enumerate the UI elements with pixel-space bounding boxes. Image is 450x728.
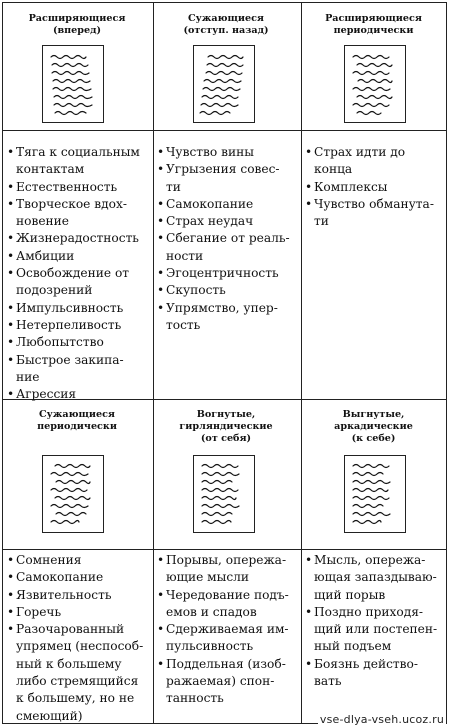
handwriting-periodic-expanding-sample xyxy=(344,45,406,123)
column-header: Выгнутые, аркадические (к себе) xyxy=(334,409,413,444)
column-header: Сужающиеся периодически xyxy=(37,409,117,432)
column-divider xyxy=(301,3,302,723)
list-item: • Чувство вины xyxy=(157,144,296,161)
list-item: • Эгоцентричность xyxy=(157,265,296,282)
list-item: • Естественность xyxy=(7,179,147,196)
list-item: • Упрямство, упер- тость xyxy=(157,300,296,335)
list-item: • Комплексы xyxy=(305,179,445,196)
list-item: • Любопытство xyxy=(7,334,147,351)
row-divider xyxy=(3,549,446,550)
list-item: • Поздно приходя- щий или постепен- ный подъем xyxy=(305,604,445,656)
trait-list xyxy=(305,552,445,690)
list-item: • Боязнь действо- вать xyxy=(305,656,445,691)
trait-list xyxy=(305,144,445,230)
list-item: • Мысль, опережа- ющая запаздываю- щий порыв xyxy=(305,552,445,604)
list-item: • Нетерпеливость xyxy=(7,317,147,334)
list-item: • Жизнерадостность xyxy=(7,230,147,247)
list-item: • Сбегание от реаль- ности xyxy=(157,230,296,265)
list-item: • Чувство обманута- ти xyxy=(305,196,445,231)
list-item: • Освобождение от подозрений xyxy=(7,265,147,300)
list-item: • Страх неудач xyxy=(157,213,296,230)
list-item: • Угрызения совес- ти xyxy=(157,161,296,196)
list-item: • Скупость xyxy=(157,282,296,299)
list-item: • Творческое вдох- новение xyxy=(7,196,147,231)
list-item: • Импульсивность xyxy=(7,300,147,317)
column-header: Расширяющиеся периодически xyxy=(325,13,422,36)
handwriting-narrowing-back-sample xyxy=(193,45,255,123)
list-item: • Самокопание xyxy=(7,569,147,586)
list-item: • Тяга к социальным контактам xyxy=(7,144,147,179)
list-item: • Горечь xyxy=(7,604,147,621)
list-item: • Поддельная (изоб- ражаемая) спон- танность xyxy=(157,656,296,708)
list-item: • Сдерживаемая им- пульсивность xyxy=(157,621,296,656)
list-item: • Страх идти до конца xyxy=(305,144,445,179)
handwriting-concave-garland-sample xyxy=(193,455,255,533)
column-header: Расширяющиеся (вперед) xyxy=(28,13,126,36)
list-item: • Разочарованный упрямец (неспособ- ный к большему либо стремящийся к большему, но не смеющий) xyxy=(7,621,147,725)
list-item: • Самокопание xyxy=(157,196,296,213)
trait-list xyxy=(7,552,147,725)
column-header: Сужающиеся (отступ. назад) xyxy=(183,13,269,36)
list-item: • Агрессия xyxy=(7,386,147,403)
list-item: • Сомнения xyxy=(7,552,147,569)
column-header: Вогнутые, гирляндические (от себя) xyxy=(179,409,273,444)
handwriting-expanding-forward-sample xyxy=(42,45,104,123)
handwriting-convex-arcade-sample xyxy=(344,455,406,533)
list-item: • Порывы, опережа- ющие мысли xyxy=(157,552,296,587)
trait-list xyxy=(157,552,296,708)
trait-list xyxy=(157,144,296,334)
row-divider xyxy=(3,130,446,131)
list-item: • Амбиции xyxy=(7,248,147,265)
trait-list xyxy=(7,144,147,403)
list-item: • Чередование подъ- емов и спадов xyxy=(157,587,296,622)
handwriting-periodic-narrowing-sample xyxy=(42,455,104,533)
watermark: vse-dlya-vseh.ucoz.ru xyxy=(319,713,444,726)
list-item: • Язвительность xyxy=(7,587,147,604)
list-item: • Быстрое закипа- ние xyxy=(7,352,147,387)
column-divider xyxy=(153,3,154,723)
